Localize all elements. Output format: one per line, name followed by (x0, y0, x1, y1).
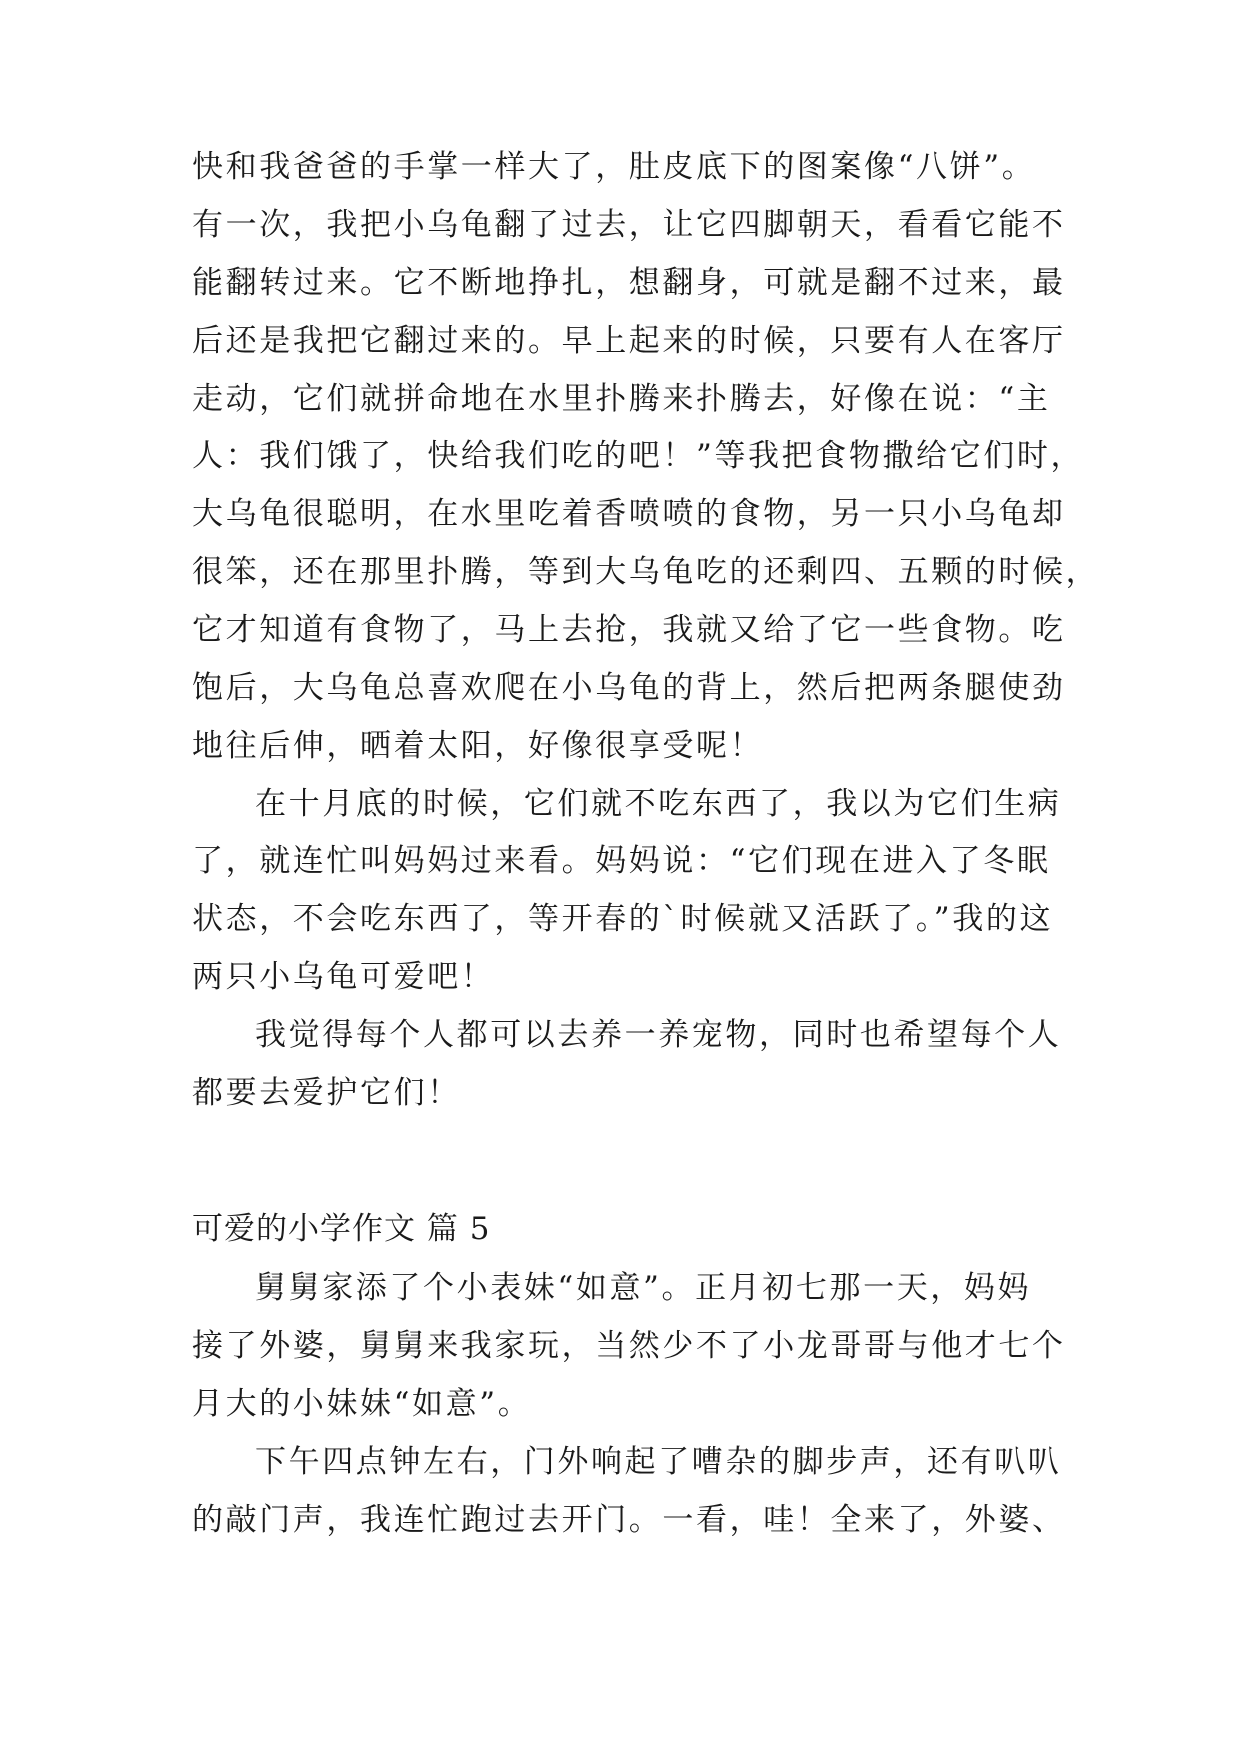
text-line: 快和我爸爸的手掌一样大了，肚皮底下的图案像“八饼”。 (192, 149, 1036, 185)
text-line: 它才知道有食物了，马上去抢，我就又给了它一些食物。吃 (192, 612, 1066, 648)
text-line: 状态，不会吃东西了，等开春的`时候就又活跃了。”我的这 (192, 901, 1054, 937)
text-line: 人：我们饿了，快给我们吃的吧！”等我把食物撒给它们时， (192, 438, 1085, 474)
paragraph-first-line: 舅舅家添了个小表妹“如意”。正月初七那一天，妈妈 (255, 1270, 1032, 1306)
text-line: 了，就连忙叫妈妈过来看。妈妈说：“它们现在进入了冬眠 (192, 843, 1051, 879)
paragraph-first-line: 在十月底的时候，它们就不吃东西了，我以为它们生病 (255, 786, 1062, 822)
text-line: 月大的小妹妹“如意”。 (192, 1386, 532, 1422)
text-line: 都要去爱护它们！ (192, 1075, 461, 1111)
text-line: 的敲门声，我连忙跑过去开门。一看，哇！全来了，外婆、 (192, 1502, 1066, 1538)
text-line: 两只小乌龟可爱吧！ (192, 959, 495, 995)
paragraph-first-line: 下午四点钟左右，门外响起了嘈杂的脚步声，还有叭叭 (255, 1444, 1062, 1480)
text-line: 能翻转过来。它不断地挣扎，想翻身，可就是翻不过来，最 (192, 265, 1066, 301)
paragraph-first-line: 我觉得每个人都可以去养一养宠物，同时也希望每个人 (255, 1017, 1062, 1053)
text-line: 大乌龟很聪明，在水里吃着香喷喷的食物，另一只小乌龟却 (192, 496, 1066, 532)
text-line: 后还是我把它翻过来的。早上起来的时候，只要有人在客厅 (192, 323, 1066, 359)
text-line: 接了外婆，舅舅来我家玩，当然少不了小龙哥哥与他才七个 (192, 1328, 1066, 1364)
text-line: 地往后伸，晒着太阳，好像很享受呢！ (192, 728, 764, 764)
section-heading: 可爱的小学作文 篇 5 (192, 1211, 491, 1247)
text-line: 走动，它们就拼命地在水里扑腾来扑腾去，好像在说：“主 (192, 381, 1051, 417)
text-line: 有一次，我把小乌龟翻了过去，让它四脚朝天，看看它能不 (192, 207, 1066, 243)
text-line: 很笨，还在那里扑腾，等到大乌龟吃的还剩四、五颗的时候， (192, 554, 1100, 590)
text-line: 饱后，大乌龟总喜欢爬在小乌龟的背上，然后把两条腿使劲 (192, 670, 1066, 706)
